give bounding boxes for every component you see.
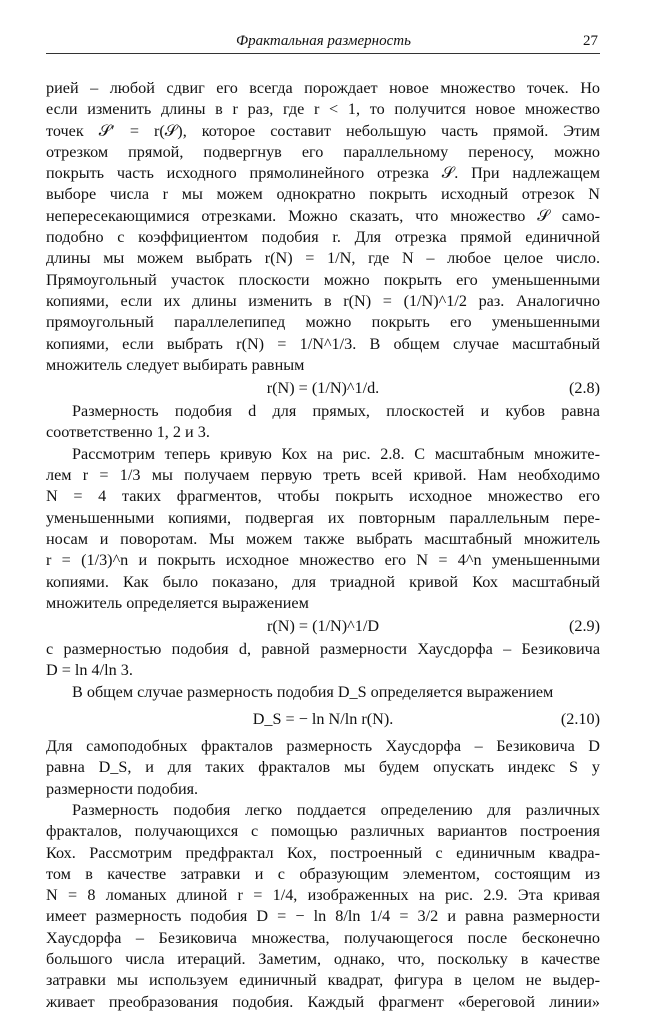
text-line: Размерность подобия d для прямых, плоскостей и кубов равна: [72, 402, 600, 421]
text-line: соответственно 1, 2 и 3.: [46, 423, 210, 442]
text-line: покрыть часть исходного прямолинейного отрезка 𝒮. При надлежащем: [46, 164, 600, 183]
text-line: если изменить длины в r раз, где r < 1, то получится новое множество: [46, 100, 600, 119]
text-line: r = (1/3)^n и покрыть исходное множество его N = 4^n уменьшенными: [46, 551, 600, 570]
equation-2-8: [46, 376, 600, 401]
text-line: имеет размерность подобия D = − ln 8/ln 1/4 = 3/2 и равна размерности: [46, 907, 600, 926]
text-line: большого числа итераций. Заметим, однако, что, поскольку в качестве: [46, 949, 600, 968]
equation-formula: r(N) = (1/N)^1/d.: [266, 379, 380, 398]
text-line: с размерностью подобия d, равной размерности Хаусдорфа – Безиковича: [46, 640, 600, 659]
text-line: прямоугольный параллелепипед можно покрыть его уменьшенными: [46, 313, 600, 332]
text-line: Размерность подобия легко поддается определению для различных: [72, 800, 600, 819]
text-line: Хаусдорфа – Безиковича множества, получающегося после бесконечно: [46, 928, 600, 947]
text-line: непересекающимися отрезками. Можно сказать, что множество 𝒮 само-: [46, 206, 600, 225]
text-line: Прямоугольный участок плоскости можно покрыть его уменьшенными: [46, 270, 600, 289]
running-title: Фрактальная размерность: [236, 33, 411, 49]
text-line: N = 8 ломаных длиной r = 1/4, изображенных на рис. 2.9. Эта кривая: [46, 886, 600, 905]
text-line: выборе числа r мы можем однократно покрыть исходный отрезок N: [46, 185, 600, 204]
text-line: копиями, если выбрать r(N) = 1/N^1/3. В общем случае масштабный: [46, 334, 600, 353]
text-line: живает преобразования подобия. Каждый фрагмент «береговой линии»: [46, 992, 600, 1011]
text-line: фракталов, получающихся с помощью различных вариантов построения: [46, 822, 600, 841]
text-line: подобно с коэффициентом подобия r. Для отрезка прямой единичной: [46, 228, 600, 247]
text-line: копиями. Как было показано, для триадной кривой Кох масштабный: [46, 572, 600, 591]
text-line: носам и поворотам. Мы можем также выбрать масштабный множитель: [46, 529, 600, 548]
text-line: отрезком прямой, подвергнув его параллельному переносу, можно: [46, 142, 600, 161]
page-body: [46, 78, 600, 1013]
equation-number: (2.9): [568, 617, 600, 636]
running-header: [46, 33, 600, 54]
text-line: множитель определяется выражением: [46, 593, 309, 612]
equation-2-9: [46, 614, 600, 639]
text-line: Кох. Рассмотрим предфрактал Кох, построенный с единичным квадра-: [46, 843, 600, 862]
text-line: N = 4 таких фрагментов, чтобы покрыть исходное множество его: [46, 487, 600, 506]
equation-number: (2.8): [568, 379, 600, 398]
text-line: затравки мы используем единичный квадрат, фигура в целом не выдер-: [46, 971, 600, 990]
text-line: рией – любой сдвиг его всегда порождает новое множество точек. Но: [46, 79, 600, 97]
text-line: Для самоподобных фракталов размерность Хаусдорфа – Безиковича D: [46, 737, 600, 756]
text-line: длины мы можем выбрать r(N) = 1/N, где N – любое целое число.: [46, 249, 600, 268]
equation-2-10: [46, 707, 600, 732]
page-number: 27: [583, 33, 598, 49]
text-line: уменьшенными копиями, подвергая их повторным параллельным пере-: [46, 508, 600, 527]
text-line: лем r = 1/3 мы получаем первую треть всей кривой. Нам необходимо: [46, 466, 600, 485]
text-line: равна D_S, и для таких фракталов мы будем опускать индекс S у: [46, 758, 600, 777]
text-line: В общем случае размерность подобия D_S определяется выражением: [72, 682, 554, 701]
text-line: том в качестве затравки и с образующим элементом, состоящим из: [46, 864, 600, 883]
equation-formula: D_S = − ln N/ln r(N).: [252, 710, 394, 729]
text-line: Рассмотрим теперь кривую Кох на рис. 2.8. С масштабным множите-: [72, 444, 600, 463]
equation-formula: r(N) = (1/N)^1/D: [266, 617, 380, 636]
text-line: копиями, если их длины изменить в r(N) = (1/N)^1/2 раз. Аналогично: [46, 291, 600, 310]
text-line: размерности подобия.: [46, 779, 199, 798]
text-line: множитель следует выбирать равным: [46, 355, 305, 374]
text-line: точек 𝒮′ = r(𝒮), которое составит небольшую часть прямой. Этим: [46, 121, 600, 140]
text-line: D = ln 4/ln 3.: [46, 661, 133, 680]
equation-number: (2.10): [560, 710, 600, 729]
